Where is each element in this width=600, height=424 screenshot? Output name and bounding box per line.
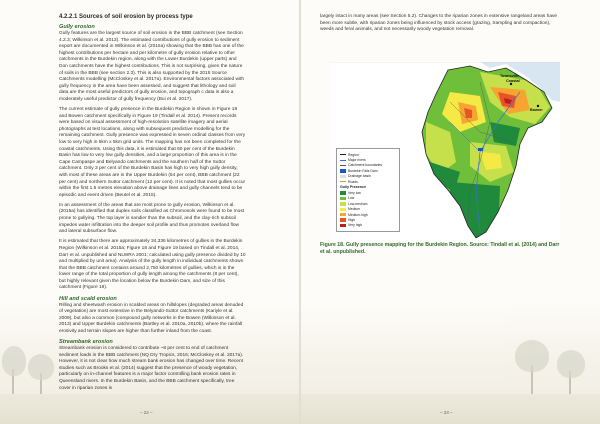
legend-swatch [340, 202, 346, 205]
legend-swatch [340, 160, 346, 161]
town-marker [537, 105, 539, 107]
place-label: Townsville [500, 74, 520, 78]
legend-heading: Gully Presence [340, 185, 366, 190]
town-marker [510, 83, 512, 85]
legend-label: Roads [348, 179, 358, 184]
legend-swatch [340, 191, 346, 194]
paragraph: It is estimated that there are approximately 34,336 kilometres of gullies in the Burdekin Region (Wilkinson et al. 2015a; Figure 18 and Figure 19 based on Tindall et al. 2014, Darr et al. unpublished and NLWRA 2001; calculated using gully presence divided by 10 and multiplied by unit area). Analysis of the gully length in individual catchments shows that the BBB catchment contains around 2,750 kilometres of gullies, which is in the lower range of the total proportion of gully length among the catchments (8 per cent), but highly relevant given the location below the Burdekin Dam, and size of this catchment (Figure 19). [59, 239, 246, 291]
paragraph: Rilling and sheetwash erosion in scalded areas on hillslopes (degraded areas denuded of vegetation) are most extensive in the Belyando-Suttor catchments (Kariyle et al. 2009), but also a common (compound gully networks in the Bowen (Wilkinson et al. 2013) and Upper Burdekin catchments (Bartley et al. 2010a, 2010b), where the rainfall erosivity and terrain slopes are higher than further inland from the coast. [59, 302, 244, 334]
legend-class [340, 223, 396, 228]
legend-swatch [340, 224, 346, 227]
gully-presence-map [330, 62, 560, 240]
legend-label: Very low [348, 191, 361, 196]
legend-swatch [340, 181, 346, 182]
legend-label: Catchment boundaries [348, 163, 383, 168]
place-label: Coastal [506, 79, 520, 83]
left-text-column [59, 14, 246, 396]
paragraph: In an assessment of the areas that are most prone to gully erosion, Wilkinson et al. (2015a) has identified that duplex soils classified as Chromosols were found to be most prone to gullying. The top layer is sandier than the subsoil, and the clay-rich subsoil impedes water infiltration into the deeper soil profile and thus promotes overland flow and lateral subsurface flow. [59, 202, 245, 235]
burdekin-falls-dam [478, 148, 483, 151]
legend-label: Burdekin Falls Dam [348, 168, 378, 173]
right-text-column [320, 14, 560, 37]
paragraph: The current estimate of gully presence in the Burdekin Region is shown in Figure 18 and Bowen catchment specifically in Figure 19 (Tindall et al. 2014). Present records were based on visual assessment of high-resolution satellite imagery and aerial photographs at test locations, along with subsequent predictive modelling for the remaining catchment. Gully presence was expressed in seven ordinal classes from very low to very high in 5km x 5km grid units. The mapping has not been completed for the coastal catchments. Using this data, it is estimated that 60 per cent of the Burdekin Basin has low to very low gully densities, and a large proportion of this area is in the Cape Campaspe and Belyando catchments and the southern half of the Suttor catchment. Only 3 per cent of the Burdekin Basin has high to very high gully density, with most of these areas are in the Upper Burdekin (54 per cent), BBB catchment (22 per cent) and northern Suttor catchment (12 per cent). It is noted that most gullies occur within the first 1.5 metres elevation above drainage lines and gully channels tend to be episodic and event driven (Beutel et al. 2015). [59, 107, 246, 198]
subheading-hillslope: Hill and scald erosion [59, 295, 117, 302]
legend-item [340, 179, 396, 184]
legend-label: Medium [348, 207, 361, 212]
legend-label: Low [348, 196, 355, 201]
legend-label: High [348, 217, 355, 222]
left-page [0, 0, 299, 424]
landscape-backdrop [301, 304, 600, 424]
section-title: 4.2.2.1 Sources of soil erosion by process type [59, 14, 193, 20]
legend-swatch [340, 154, 346, 155]
legend-swatch [340, 175, 346, 178]
legend-swatch [340, 197, 346, 200]
paragraph: largely intact in many areas (see Section 5.2). Changes to the riparian zones in extensive rangeland areas have been more subtle, with riparian zones being influenced by stock access (grazing, trampling and compaction), weeds and feral animals, and not necessarily woody vegetation removal. [320, 14, 558, 33]
place-label: Bowen [530, 108, 543, 112]
subheading-gully: Gully erosion [59, 24, 95, 30]
legend-label: Very high [348, 223, 363, 228]
paragraph: Streambank erosion is considered to contribute ~8 per cent to end of catchment sediment loads in the BBB catchment (NQ Dry Tropics, 2016; McCloskey et al. 2017a). However, it is not clear how much stream bank erosion has changed over time. Recent studies such as Brooks et al. (2014) suggest that the presence of woody vegetation, particularly on in-channel features is a major factor controlling bank erosion rates in Queensland rivers. In the Burdekin Basin, and the BBB catchment specifically, tree cover in riparian zones is [59, 346, 244, 391]
legend-swatch [340, 165, 346, 166]
legend-swatch [340, 213, 346, 216]
legend-label: Low-medium [348, 201, 368, 206]
page-number-left: – 22 – [140, 410, 153, 415]
legend-label: Drainage basin [348, 174, 371, 179]
subheading-streambank: Streambank erosion [59, 339, 113, 346]
legend-swatch [340, 218, 346, 221]
map-legend [336, 148, 400, 232]
legend-swatch [340, 208, 346, 211]
figure-caption: Figure 18. Gully presence mapping for the Burdekin Region. Source: Tindall et al. (2014) and Darr et al. unpublished. [320, 242, 560, 255]
paragraph: Gully features are the largest source of soil erosion in the BBB catchment (see Section 4.2.3; Wilkinson et al. 2013). The estimated contributions of gully erosion to sediment export are documented in Wilkinson et al. (2015a) showing that the BBB has one of the highest contributions per hectare and per kilometre of gully erosion relative to other catchments in the Burdekin region, along with the Lower Burdekin (upper parts) and Don catchments have the highest contributions. This is not surprising, given the nature of soils in the BBB (see section 2.3). This is also supported by the 2015 Source Catchments modelling (McCloskey et al. 2017a). Environmental factors associated with gully frequency in the area have been assessed, and suggest that lithology and soil data are the most useful predictors of gully erosion, and topograph c data is also a moderately useful predictor of gully frequency (Bui et al. 2017). [59, 31, 245, 102]
legend-label: Major rivers [348, 158, 366, 163]
page-number-right: – 23 – [440, 410, 453, 415]
legend-label: Region [348, 152, 359, 157]
legend-label: Medium-high [348, 212, 368, 217]
legend-swatch [340, 169, 346, 172]
